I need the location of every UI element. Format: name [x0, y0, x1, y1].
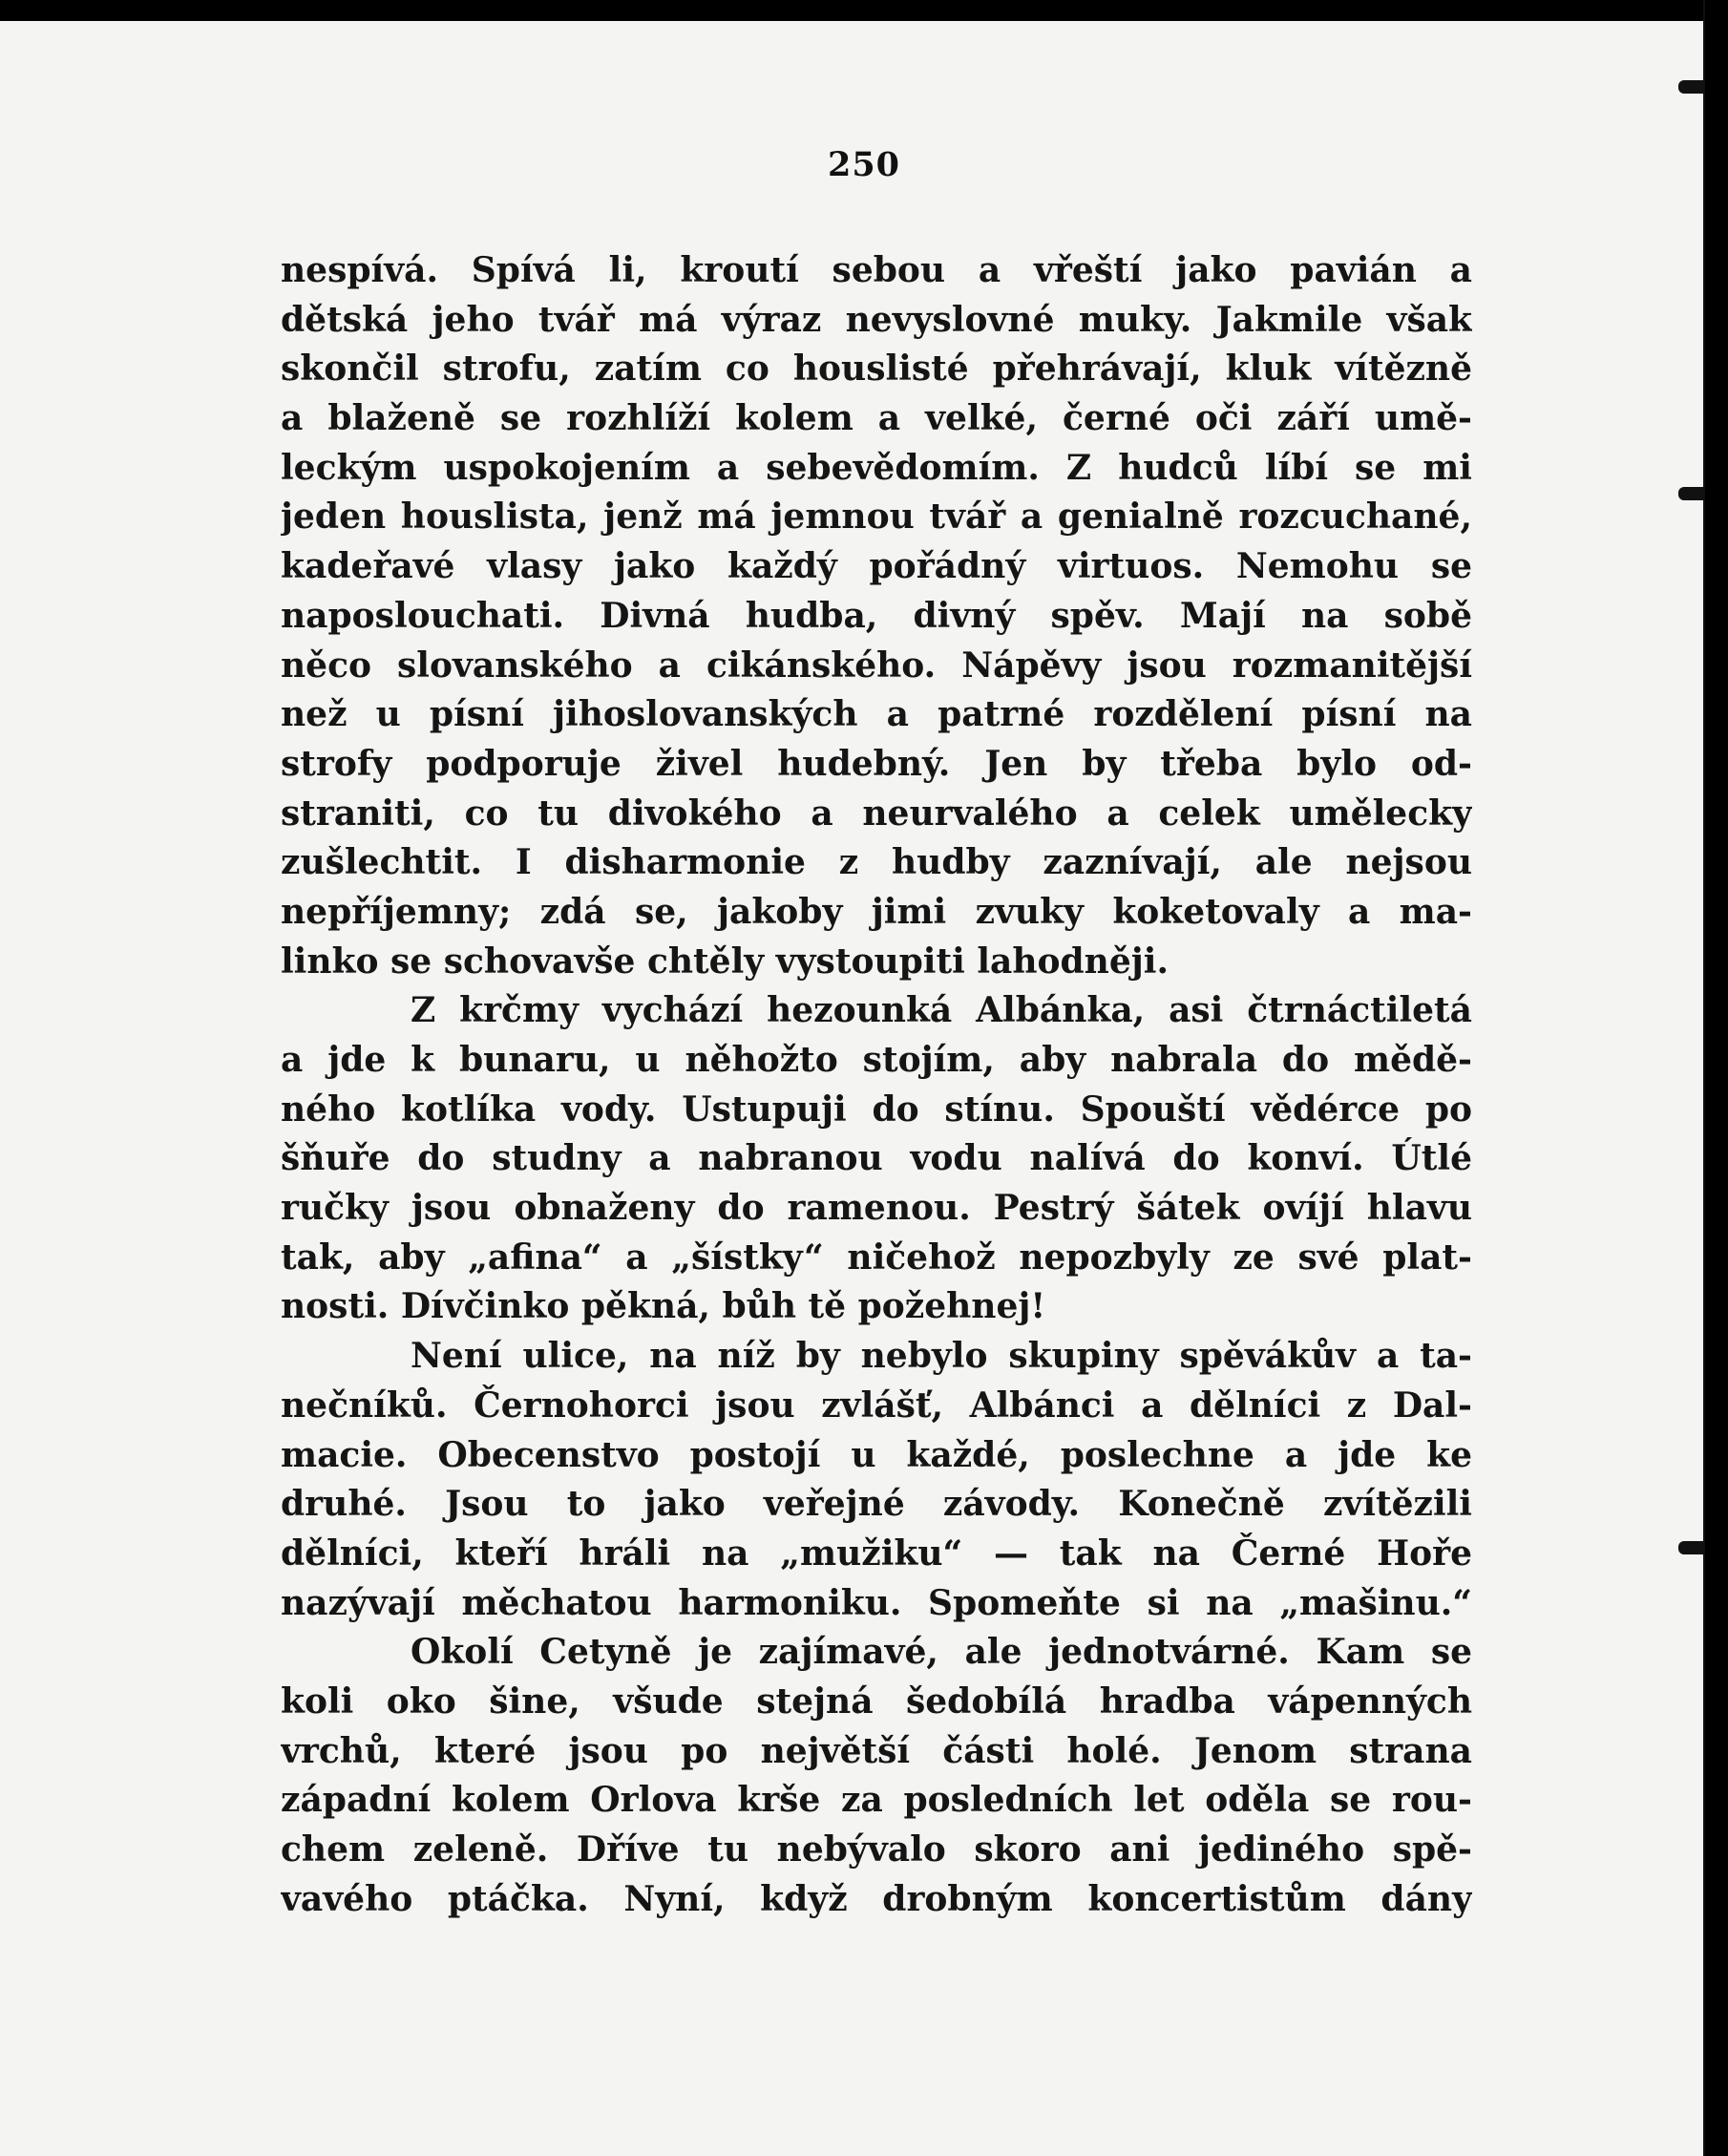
text-line: ného kotlíka vody. Ustupuji do stínu. Spouští vědérce po: [281, 1089, 1472, 1130]
text-line: zušlechtit. I disharmonie z hudby zaznívají, ale nejsou: [281, 842, 1472, 883]
binding-mark: [1678, 80, 1703, 94]
text-line: něco slovanského a cikánského. Nápěvy jsou rozmanitější: [281, 645, 1472, 686]
text-line: a jde k bunaru, u něhožto stojím, aby nabrala do mědě-: [281, 1040, 1472, 1080]
text-line: skončil strofu, zatím co houslisté přehrávají, kluk vítězně: [281, 349, 1472, 390]
text-line: a blaženě se rozhlíží kolem a velké, černé oči září umě-: [281, 398, 1472, 439]
text-line: koli oko šine, všude stejná šedobílá hradba vápenných: [281, 1680, 1472, 1722]
text-line: linko se schovavše chtěly vystoupiti lahodněji.: [281, 941, 1169, 982]
text-line: ručky jsou obnaženy do ramenou. Pestrý šátek ovíjí hlavu: [281, 1188, 1472, 1229]
text-line: nepříjemny; zdá se, jakoby jimi zvuky koketovaly a ma-: [281, 891, 1472, 932]
body-text: [281, 246, 1472, 1924]
binding-mark: [1678, 1541, 1703, 1554]
text-line: vavého ptáčka. Nyní, když drobným koncertistům dány: [281, 1878, 1472, 1919]
text-line: než u písní jihoslovanských a patrné rozdělení písní na: [281, 694, 1472, 735]
text-line: šňuře do studny a nabranou vodu nalívá do konví. Útlé: [281, 1138, 1472, 1179]
page-number: 250: [827, 145, 901, 184]
text-line: nosti. Dívčinko pěkná, bůh tě požehnej!: [281, 1286, 1046, 1327]
text-line: straniti, co tu divokého a neurvalého a celek umělecky: [281, 793, 1472, 834]
text-line: dětská jeho tvář má výraz nevyslovné muky. Jakmile však: [281, 299, 1472, 340]
binding-mark: [1678, 487, 1703, 500]
text-line: dělníci, kteří hráli na „mužiku“ — tak na Černé Hoře: [281, 1532, 1472, 1574]
text-line: západní kolem Orlova krše za posledních let oděla se rou-: [281, 1780, 1472, 1821]
text-line: chem zeleně. Dříve tu nebývalo skoro ani jediného spě-: [281, 1829, 1472, 1870]
text-line: Není ulice, na níž by nebylo skupiny spěvákův a ta-: [411, 1336, 1472, 1377]
text-line: nespívá. Spívá li, kroutí sebou a vřeští jako pavián a: [281, 250, 1472, 290]
text-line: kadeřavé vlasy jako každý pořádný virtuos. Nemohu se: [281, 546, 1472, 587]
text-line: naposlouchati. Divná hudba, divný spěv. Mají na sobě: [281, 595, 1472, 636]
text-line: leckým uspokojením a sebevědomím. Z hudců líbí se mi: [281, 447, 1472, 488]
text-line: vrchů, které jsou po největší části holé. Jenom strana: [281, 1730, 1472, 1771]
text-line: nečníků. Černohorci jsou zvlášť, Albánci a dělníci z Dal-: [281, 1384, 1472, 1426]
text-line: macie. Obecenstvo postojí u každé, poslechne a jde ke: [281, 1434, 1472, 1475]
text-line: Z krčmy vychází hezounká Albánka, asi čtrnáctiletá: [411, 990, 1472, 1031]
text-line: tak, aby „afina“ a „šístky“ ničehož nepozbyly ze své plat-: [281, 1237, 1472, 1278]
text-line: nazývají měchatou harmoniku. Spomeňte si na „mašinu.“: [281, 1582, 1472, 1623]
text-line: strofy podporuje živel hudebný. Jen by třeba bylo od-: [281, 743, 1472, 784]
text-line: jeden houslista, jenž má jemnou tvář a genialně rozcuchané,: [281, 497, 1472, 538]
text-line: Okolí Cetyně je zajímavé, ale jednotvárné. Kam se: [411, 1632, 1472, 1673]
text-line: druhé. Jsou to jako veřejné závody. Konečně zvítězili: [281, 1484, 1472, 1525]
scan-top-edge: [0, 0, 1705, 21]
